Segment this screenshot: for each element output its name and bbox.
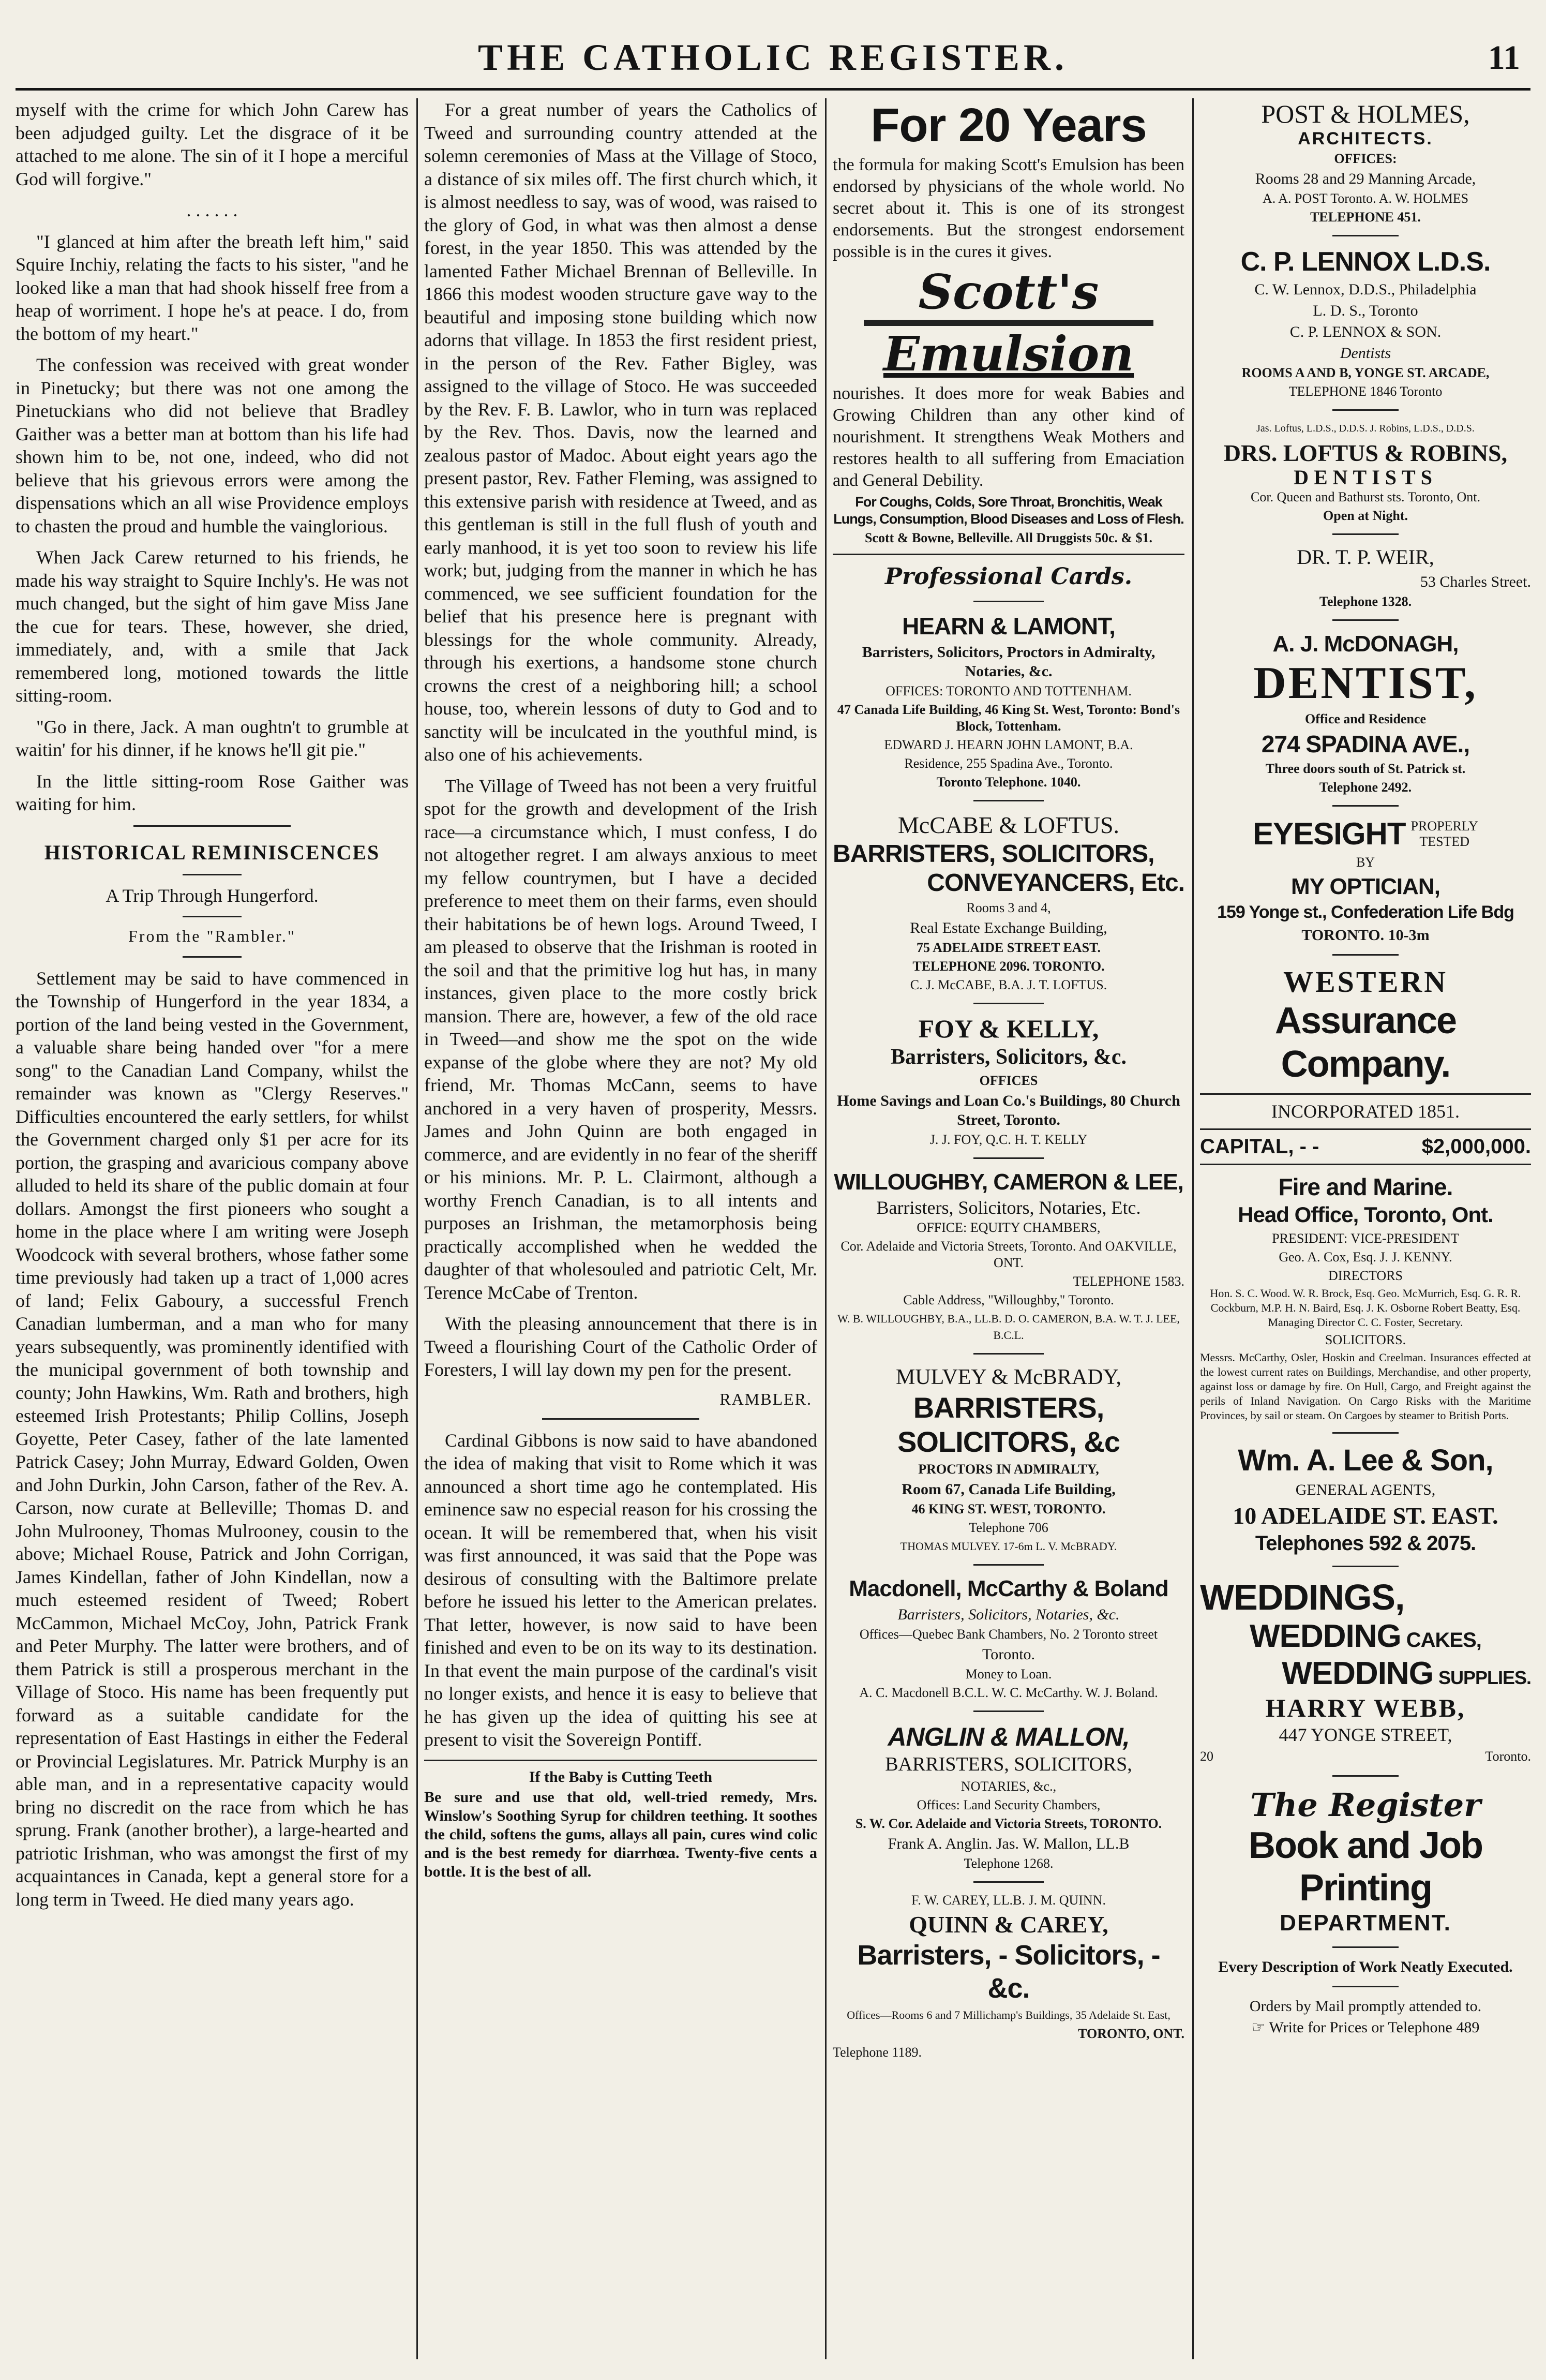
webb-city: Toronto. [1485, 1749, 1531, 1764]
card-rooms: Rooms 3 and 4, [966, 900, 1051, 915]
card-open: Open at Night. [1323, 508, 1408, 523]
register-every: Every Description of Work Neatly Executed. [1218, 1958, 1513, 1975]
divider [1332, 533, 1399, 535]
divider [1332, 805, 1399, 807]
divider [1332, 1946, 1399, 1948]
scott-body: nourishes. It does more for weak Babies and Growing Children than any other kind of nourishment. It strengthens Weak Mothers and restores health to all suffering from Emaciation and General Debility. [833, 384, 1184, 490]
harry-webb-ad [1200, 1576, 1531, 1766]
divider [973, 1353, 1044, 1355]
card-offices: Offices—Rooms 6 and 7 Millichamp's Buildings, 35 Adelaide St. East, [847, 2009, 1170, 2021]
divider [1200, 1093, 1531, 1095]
divider [973, 800, 1044, 801]
western-inc: INCORPORATED 1851. [1271, 1101, 1460, 1122]
divider [542, 1418, 699, 1420]
gibbons-paragraph: Cardinal Gibbons is now said to have abandoned the idea of making that visit to Rome which it was announced a short time ago he contemplated. His eminence saw no especial reason for his crossing the ocean. It will be remembered that, when his visit was first announced, it was said that the Pope was desirous of consulting with the Baltimore prelate before he issued his letter to the American prelates. That letter, however, is now said to have been finished and even to be on its way to its destination. In that event the main purpose of the cardinal's visit no longer exists, and hence it is easy to believe that he has given up the idea of quitting his see at present to visit the Sovereign Pontiff. [424, 1430, 817, 1750]
quinn-carey-card [833, 1892, 1184, 2061]
divider [1332, 235, 1399, 236]
card-subtitle: Barristers, Solicitors, Notaries, Etc. [876, 1197, 1141, 1218]
card-title: Macdonell, McCarthy & Boland [849, 1576, 1168, 1601]
mccabe-loftus-card [833, 811, 1184, 993]
card-address: Home Savings and Loan Co.'s Buildings, 80 Church Street, Toronto. [837, 1092, 1180, 1128]
card-address: 75 ADELAIDE STREET EAST. [917, 940, 1101, 955]
card-title: POST & HOLMES, [1261, 99, 1470, 128]
divider [183, 956, 242, 958]
card-city: A. A. POST Toronto. A. W. HOLMES [1262, 191, 1469, 206]
card-subtitle: BARRISTERS, SOLICITORS, [833, 840, 1154, 868]
western-fire: Fire and Marine. [1278, 1173, 1453, 1200]
western-company: Assurance Company. [1274, 1000, 1457, 1085]
register-title: The Register [1250, 1786, 1481, 1824]
card-names: THOMAS MULVEY. 17-6m L. V. McBRADY. [900, 1540, 1117, 1553]
card-subtitle: Barristers, - Solicitors, - &c. [857, 1940, 1160, 2004]
card-cable: Cable Address, "Willoughby," Toronto. [903, 1292, 1114, 1307]
scott-cures: For Coughs, Colds, Sore Throat, Bronchitis, Weak Lungs, Consumption, Blood Diseases and Loss of Flesh. [833, 494, 1184, 527]
western-capital: $2,000,000. [1421, 1135, 1531, 1158]
card-address: 274 SPADINA AVE., [1261, 731, 1470, 757]
card-subtitle: CONVEYANCERS, Etc. [927, 869, 1184, 897]
signature: RAMBLER. [719, 1389, 812, 1408]
card-address: S. W. Cor. Adelaide and Victoria Streets, TORONTO. [855, 1816, 1162, 1831]
card-phone: Telephone 706 [969, 1520, 1048, 1535]
willoughby-card [833, 1168, 1184, 1344]
macdonell-card [833, 1575, 1184, 1701]
divider [1200, 1164, 1531, 1165]
card-title: FOY & KELLY, [918, 1014, 1099, 1043]
story-paragraph: In the little sitting-room Rose Gaither was waiting for him. [16, 770, 409, 814]
page-number: 11 [1488, 39, 1520, 77]
western-president: PRESIDENT: VICE-PRESIDENT [1272, 1231, 1459, 1246]
card-phone: Telephone 1328. [1319, 594, 1412, 609]
column-divider [416, 98, 418, 2359]
hearn-lamont-card [833, 612, 1184, 791]
western-head: Head Office, Toronto, Ont. [1238, 1202, 1493, 1227]
column-divider [1192, 98, 1194, 2359]
card-line: C. W. Lennox, D.D.S., Philadelphia [1254, 281, 1477, 298]
western-capital-label: CAPITAL, - - [1200, 1135, 1319, 1158]
optician-name: MY OPTICIAN, [1291, 874, 1440, 899]
card-room: Room 67, Canada Life Building, [902, 1481, 1116, 1498]
card-subtitle: DENTISTS [1294, 466, 1437, 489]
card-names: EDWARD J. HEARN JOHN LAMONT, B.A. [884, 737, 1133, 752]
divider [1332, 1432, 1399, 1434]
mulvey-card [833, 1364, 1184, 1555]
column-2 [424, 98, 817, 2359]
card-line: L. D. S., Toronto [1313, 302, 1418, 319]
western-president-names: Geo. A. Cox, Esq. J. J. KENNY. [1279, 1250, 1452, 1265]
register-write: ☞ Write for Prices or Telephone 489 [1251, 2019, 1480, 2036]
wedding-cakes: CAKES, [1406, 1629, 1481, 1652]
story-paragraph: myself with the crime for which John Carew has been adjudged guilty. Let the disgrace of it be attached to me alone. The sin of it I hope a merciful God will forgive." [16, 99, 409, 189]
history-paragraph: For a great number of years the Catholics of Tweed and surrounding country attended at the solemn ceremonies of Mass at the Village of Stoco, a distance of six miles off. The first church which, it is almost needless to say, was of wood, was raised to the glory of God, in what was then almost a dense forest, in the year 1850. This was attended by the lamented Father Michael Brennan of Belleville. In 1866 this modest wooden structure gave way to the beautiful and imposing stone building which now adorns that village. In 1853 the first resident priest, in the person of the Rev. Father Bigley, was assigned to the village of Stoco. He was succeeded by the Rev. F. B. Lawlor, who in turn was replaced by the Rev. Thos. Davis, now the learned and zealous pastor of Madoc. About eight years ago the present pastor, Rev. Father Fleming, was assigned to this extensive parish with residence at Tweed, and as this gentleman is still in the full flush of youth and early manhood, it is yet too soon to review his life work; but, judging from the manner in which he has commenced, we see sufficient foundation for the belief that his presence here is pregnant with blessings for the whole community. Already, through his exertions, a handsome stone church crowns the crest of a neighboring hill; a school house, too, wherein lessons of duty to God and to sanctity will be inculcated in the youthful mind, is also one of his achievements. [424, 99, 817, 765]
wedding-cakes: WEDDING [1250, 1618, 1401, 1654]
newspaper-title: THE CATHOLIC REGISTER. [478, 37, 1068, 78]
scott-brand: Emulsion [883, 326, 1134, 382]
card-proctors: PROCTORS IN ADMIRALTY, [918, 1462, 1099, 1477]
foy-kelly-card [833, 1014, 1184, 1148]
card-offices: OFFICES: TORONTO AND TOTTENHAM. [885, 683, 1132, 698]
lennox-card [1200, 246, 1531, 400]
divider [424, 1760, 817, 1761]
baby-text: Be sure and use that old, well-tried remedy, Mrs. Winslow's Soothing Syrup for children teething. It soothes the child, softens the gums, allays all pain, cures wind colic and is the best remedy for diarrhœa. Twenty-five cents a bottle. It is the best of all. [424, 1788, 817, 1880]
card-phone: Telephone 1189. [833, 2045, 922, 2060]
lee-title: Wm. A. Lee & Son, [1238, 1444, 1493, 1477]
card-subtitle: DENTIST, [1253, 658, 1478, 708]
card-address: Cor. Queen and Bathurst sts. Toronto, Ont. [1250, 489, 1480, 504]
divider [1332, 954, 1399, 956]
card-title: HEARN & LAMONT, [902, 613, 1115, 639]
card-title: A. J. McDONAGH, [1272, 631, 1459, 657]
story-ellipsis: . . . . . . [186, 200, 238, 220]
divider [973, 601, 1044, 602]
section-subhead: A Trip Through Hungerford. [106, 885, 319, 906]
anglin-mallon-card [833, 1721, 1184, 1872]
western-title: WESTERN [1283, 965, 1448, 999]
divider [1332, 1775, 1399, 1777]
optician-city: TORONTO. 10-3m [1301, 927, 1430, 944]
scott-banner [864, 320, 1153, 326]
western-directors-list: Hon. S. C. Wood. W. R. Brock, Esq. Geo. McMurrich, Esq. G. R. R. Cockburn, M.P. H. N. Baird, Esq. J. K. Osborne Robert Beatty, Esq. Managing Director C. C. Foster, Secretary. [1210, 1287, 1521, 1329]
western-solicitors: SOLICITORS. [1325, 1332, 1406, 1347]
divider [183, 874, 242, 875]
card-title: DRS. LOFTUS & ROBINS, [1223, 440, 1508, 466]
card-notaries: NOTARIES, &c., [960, 1779, 1057, 1794]
section-heading: HISTORICAL REMINISCENCES [44, 840, 380, 864]
card-line: C. P. LENNOX & SON. [1289, 323, 1442, 340]
webb-name: HARRY WEBB, [1265, 1693, 1466, 1722]
post-holmes-card [1200, 98, 1531, 226]
card-building: Real Estate Exchange Building, [910, 919, 1107, 936]
story-paragraph: "Go in there, Jack. A man oughtn't to grumble at waitin' for his dinner, if he knows he'll git pie." [16, 716, 409, 760]
story-paragraph: "I glanced at him after the breath left him," said Squire Inchiy, relating the facts to his sister, "and he looked like a man that had shook hisself free from a heap of worriment. I hope he's at peace. I do, from the bottom of my heart." [16, 231, 409, 344]
professional-cards-heading: Professional Cards. [884, 563, 1133, 590]
register-orders: Orders by Mail promptly attended to. [1249, 1998, 1482, 2015]
webb-address: 447 YONGE STREET, [1279, 1724, 1452, 1745]
eyesight-tested: TESTED [1419, 834, 1470, 849]
card-doors: Three doors south of St. Patrick st. [1265, 761, 1466, 776]
weir-card [1200, 544, 1531, 610]
card-subtitle: Barristers, Solicitors, Proctors in Admiralty, Notaries, &c. [862, 644, 1155, 680]
register-printing-ad [1200, 1786, 1531, 2037]
card-subtitle: Barristers, Solicitors, Notaries, &c. [897, 1606, 1120, 1623]
card-address: 46 KING ST. WEST, TORONTO. [911, 1501, 1106, 1516]
divider [1200, 1128, 1531, 1130]
divider [973, 1003, 1044, 1004]
card-names: J. J. FOY, Q.C. H. T. KELLY [929, 1132, 1088, 1147]
card-phone: Telephone 1268. [964, 1856, 1054, 1871]
western-directors: DIRECTORS [1328, 1268, 1403, 1283]
lee-address: 10 ADELAIDE ST. EAST. [1233, 1503, 1498, 1529]
lee-son-ad [1200, 1443, 1531, 1556]
card-offices: OFFICES [979, 1073, 1038, 1088]
baby-heading: If the Baby is Cutting Teeth [529, 1768, 713, 1786]
card-names: A. C. Macdonell B.C.L. W. C. McCarthy. W. J. Boland. [859, 1685, 1158, 1700]
card-names: W. B. WILLOUGHBY, B.A., LL.B. D. O. CAMERON, B.A. W. T. J. LEE, B.C.L. [837, 1312, 1180, 1342]
eyesight-title: EYESIGHT [1253, 816, 1406, 851]
history-paragraph: The Village of Tweed has not been a very fruitful spot for the growth and development of the Irish race—a circumstance which, I must confess, I do not altogether regret. I am always anxious to meet my fellow countrymen, but I have a decided preference to meet them on their farms, even should their habitations be of hewn logs. Around Tweed, I am pleased to observe that the Irishman is rooted in the soil and that the primitive log hut has, in many instances, given place to the more costly brick mansion. There are, however, a few of the old race in Tweed—and show me the spot on the wide expanse of the globe where they are not? My old friend, Mr. Thomas McCann, seems to have anchored in a very haven of prosperity, Messrs. James and John Quinn are both engaged in commerce, and are evidently in no fear of the sheriff or his minions. Mr. P. L. Clairmont, although a worthy French Canadian, is to all intents and purposes an Irishman, the metamorphosis being practically accomplished when he wedded the daughter of that wholesouled and patriotic Celt, Mr. Terence McCabe of Trenton. [424, 775, 817, 1303]
card-subtitle: Barristers, Solicitors, &c. [890, 1045, 1127, 1069]
optician-ad [1200, 816, 1531, 945]
scott-footer: Scott & Bowne, Belleville. All Druggists 50c. & $1. [864, 530, 1153, 545]
card-phone: Telephone 2492. [1319, 780, 1412, 795]
eyesight-properly: PROPERLY [1410, 819, 1478, 834]
masthead [16, 31, 1530, 91]
mcdonagh-card [1200, 630, 1531, 796]
western-assurance-ad [1200, 965, 1531, 1423]
card-office: OFFICE: EQUITY CHAMBERS, [917, 1220, 1101, 1235]
card-address: 47 Canada Life Building, 46 King St. West, Toronto: Bond's Block, Tottenham. [837, 702, 1180, 734]
history-paragraph: Settlement may be said to have commenced in the Township of Hungerford in the year 1834, a portion of the land being vested in the Government, a valuable share being handed over "for a mere song" to the Canadian Land Company, whilst the remainder was known as "Clergy Reserves." Difficulties encountered the early settlers, for whilst the Government charged only $1 per acre for its portion, the grasping and avaricious company above alluded to held its share of the public domain at four dollars. Amongst the first pioneers who sought a home in the place where I am writing were Joseph Woodcock with several brothers, whose father some time previously had taken up a tract of 1,000 acres of land; Felix Gaboury, a successful French Canadian lumberman, and a man who for many years subsequently, was prominently identified with the municipal government of both township and county; John Hawkins, Wm. Rath and brothers, high esteemed Irish Protestants; Philip Collins, Joseph Goyette, Peter Casey, father of the late lamented Patrick Casey; John Murray, Edward Golden, Owen and John Durkin, John Carson, father of the Rev. A. Carson, now curate at Belleville; Thomas D. and John Mulrooney, Thomas Mulrooney, cousin to the above; Michael Rouse, Patrick and John Corrigan, James Kindellan, father of John Kindellan, now a much esteemed resident of Tweed; Robert McCammon, Michael McCoy, John, Patrick Frank and Peter Murphy. The latter were brothers, and of them Patrick is still a prosperous merchant in the Village of Stoco. His name has been frequently put forward as a suitable candidate for the representation of East Hastings in either the Federal or Provincial Legislatures. Mr. Patrick Murphy is an able man, and in a representative capacity would bring no discredit on the race from which he has sprung. Frank (another brother), a large-hearted and patriotic Irishman, who was amongst the first of my acquaintances in Canada, kept a general store for a long term in Tweed. He died many years ago. [16, 968, 409, 1910]
card-rooms: Rooms 28 and 29 Manning Arcade, [1255, 170, 1476, 187]
eyesight-by: BY [1356, 855, 1375, 870]
divider [183, 916, 242, 917]
story-paragraph: The confession was received with great wonder in Pinetucky; but there was not one among the Pinetuckians who did not believe that Bradley Gaither was a better man at bottom than his life had shown him to be, not one, indeed, who did not believe that his grievous errors were among the dispensations which an all wise Providence employs to chasten the proud and humble the vainglorious. [16, 354, 409, 537]
card-subtitle: BARRISTERS, SOLICITORS, [885, 1753, 1132, 1775]
scotts-emulsion-ad [833, 98, 1184, 546]
column-1 [16, 98, 409, 2359]
divider [973, 1157, 1044, 1159]
divider [1332, 409, 1399, 411]
card-title: MULVEY & McBRADY, [896, 1365, 1121, 1389]
divider [833, 554, 1184, 555]
scott-intro: the formula for making Scott's Emulsion has been endorsed by physicians of the whole world. No secret about it. This is one of its strongest endorsements. But the strongest endorsement possible is in the cures it gives. [833, 155, 1184, 261]
divider [973, 1564, 1044, 1566]
card-title: ANGLIN & MALLON, [888, 1722, 1130, 1751]
western-body: Messrs. McCarthy, Osler, Hoskin and Creelman. Insurances effected at the lowest current rates on Buildings, Merchandise, and other property, against loss or damage by fire. On Hull, Cargo, and Freight against the perils of Inland Navigation. On Cargo Risks with the Maritime Provinces, by sail or steam. On Cargoes by steamer to British Ports. [1200, 1351, 1531, 1422]
story-paragraph: When Jack Carew returned to his friends, he made his way straight to Squire Inchly's. He was not much changed, but the sight of him gave Miss Jane the cue for tears. These, however, she dried, immediately, and, with a smile that Jack remembered long, motioned towards the little sitting-room. [16, 547, 409, 706]
optician-address: 159 Yonge st., Confederation Life Bdg [1217, 902, 1514, 922]
card-subtitle: ARCHITECTS. [1298, 129, 1433, 148]
card-title: C. P. LENNOX L.D.S. [1240, 247, 1491, 277]
card-names: Frank A. Anglin. Jas. W. Mallon, LL.B [888, 1835, 1130, 1852]
card-offices: Offices—Quebec Bank Chambers, No. 2 Toronto street [859, 1627, 1158, 1642]
card-title: McCABE & LOFTUS. [897, 812, 1120, 838]
webb-num: 20 [1200, 1749, 1213, 1764]
divider [1332, 619, 1399, 621]
card-phone: TELEPHONE 2096. TORONTO. [912, 959, 1105, 974]
scott-headline: For 20 Years [870, 99, 1147, 152]
wedding-supplies: WEDDING [1282, 1656, 1433, 1691]
card-names: F. W. CAREY, LL.B. J. M. QUINN. [911, 1893, 1106, 1908]
card-phone: TELEPHONE 451. [1310, 210, 1421, 225]
card-phone: Toronto Telephone. 1040. [936, 775, 1081, 790]
register-book: Book and Job Printing [1248, 1825, 1482, 1909]
card-title: QUINN & CAREY, [909, 1911, 1108, 1938]
card-line: Dentists [1340, 345, 1391, 362]
card-city: Toronto. [982, 1646, 1035, 1663]
card-names: Jas. Loftus, L.D.S., D.D.S. J. Robins, L.D.S., D.D.S. [1256, 423, 1475, 434]
divider [1332, 1986, 1399, 1987]
column-3 [833, 98, 1184, 2359]
weddings: WEDDINGS, [1200, 1577, 1405, 1617]
card-title: DR. T. P. WEIR, [1297, 545, 1434, 569]
card-city: TORONTO, ONT. [1078, 2026, 1184, 2041]
card-offices: Offices: Land Security Chambers, [917, 1797, 1101, 1812]
history-paragraph: With the pleasing announcement that there is in Tweed a flourishing Court of the Catholic Order of Foresters, I will lay down my pen for the present. [424, 1313, 817, 1380]
card-address: Cor. Adelaide and Victoria Streets, Toronto. And OAKVILLE, ONT. [840, 1239, 1177, 1270]
wedding-supplies: SUPPLIES. [1438, 1667, 1531, 1688]
column-divider [825, 98, 827, 2359]
divider [973, 1881, 1044, 1883]
divider [1332, 1566, 1399, 1567]
card-phone: TELEPHONE 1583. [1073, 1274, 1184, 1289]
divider [973, 1710, 1044, 1712]
card-loan: Money to Loan. [965, 1667, 1052, 1682]
card-title: WILLOUGHBY, CAMERON & LEE, [834, 1169, 1183, 1195]
card-offices: OFFICES: [1334, 151, 1397, 166]
divider [133, 825, 291, 827]
card-names: C. J. McCABE, B.A. J. T. LOFTUS. [910, 977, 1107, 992]
register-dept: DEPARTMENT. [1280, 1910, 1451, 1936]
section-source: From the "Rambler." [128, 926, 296, 945]
card-phone: TELEPHONE 1846 Toronto [1288, 384, 1443, 399]
scott-brand: Scott's [918, 264, 1099, 320]
card-rooms: ROOMS A AND B, YONGE ST. ARCADE, [1241, 365, 1490, 380]
lee-agents: GENERAL AGENTS, [1295, 1481, 1436, 1498]
card-office: Office and Residence [1305, 711, 1426, 726]
card-subtitle: BARRISTERS, SOLICITORS, &c [897, 1391, 1120, 1458]
card-residence: Residence, 255 Spadina Ave., Toronto. [904, 756, 1113, 771]
column-4 [1200, 98, 1531, 2359]
lee-phones: Telephones 592 & 2075. [1255, 1532, 1476, 1555]
loftus-robins-card [1200, 420, 1531, 524]
card-address: 53 Charles Street. [1420, 573, 1531, 590]
